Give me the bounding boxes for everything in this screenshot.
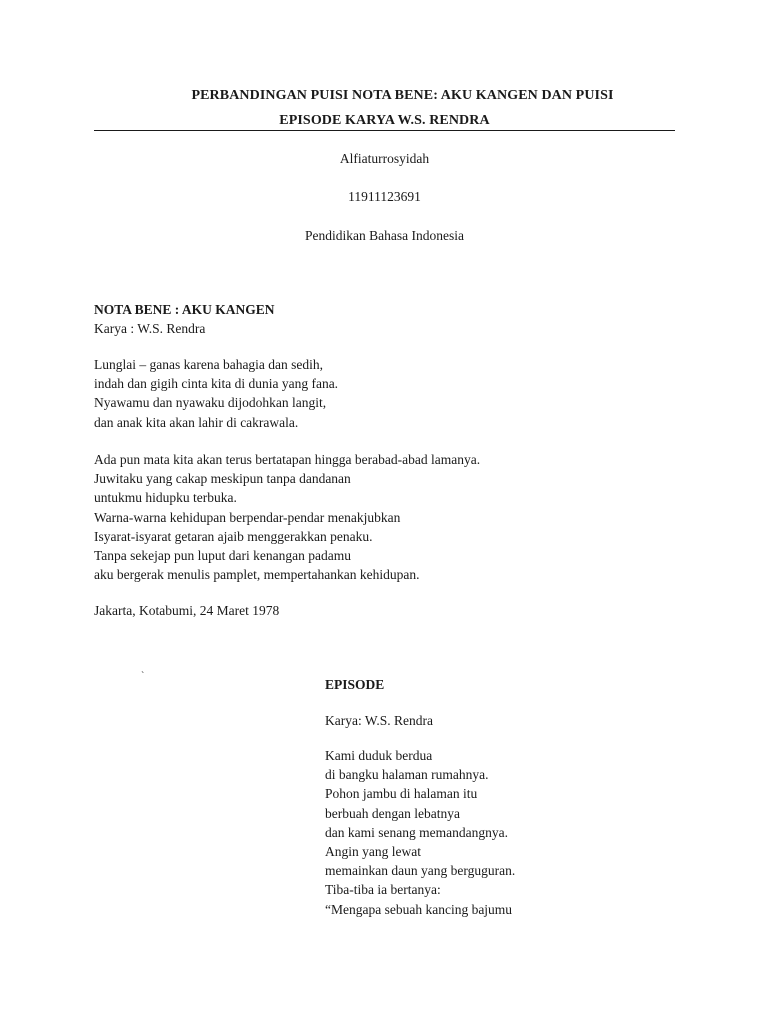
poem-line: Ada pun mata kita akan terus bertatapan hingga berabad-abad lamanya.: [94, 452, 481, 467]
poem-line: indah dan gigih cinta kita di dunia yang fana.: [94, 376, 339, 392]
poem-line: Nyawamu dan nyawaku dijodohkan langit,: [94, 395, 327, 411]
poem-line: Warna-warna kehidupan berpendar-pendar menakjubkan: [94, 509, 401, 525]
poem1-author-line: Karya : W.S. Rendra: [94, 321, 206, 336]
poem-line: memainkan daun yang berguguran.: [325, 863, 516, 879]
poem-line: Pohon jambu di halaman itu: [325, 786, 478, 802]
document-title-line2: EPISODE KARYA W.S. RENDRA: [279, 113, 490, 128]
poem1-heading: NOTA BENE : AKU KANGEN: [94, 302, 275, 317]
poem-line: Kami duduk berdua: [325, 748, 433, 763]
poem2-stanza-1: [325, 746, 515, 919]
poem-line: Tiba-tiba ia bertanya:: [325, 882, 441, 898]
poem-line: aku bergerak menulis pamplet, mempertahankan kehidupan.: [94, 567, 420, 583]
document-title-line1: PERBANDINGAN PUISI NOTA BENE: AKU KANGEN DAN PUISI: [191, 88, 614, 103]
poem-line: “Mengapa sebuah kancing bajumu: [325, 901, 513, 917]
author-name: Alfiaturrosyidah: [339, 151, 430, 166]
department-name: Pendidikan Bahasa Indonesia: [305, 228, 464, 243]
student-id: 11911123691: [348, 189, 421, 204]
poem1-place-date: Jakarta, Kotabumi, 24 Maret 1978: [94, 603, 280, 618]
poem-line: untukmu hidupku terbuka.: [94, 490, 237, 506]
poem-line: di bangku halaman rumahnya.: [325, 767, 489, 783]
poem-line: dan kami senang memandangnya.: [325, 824, 508, 840]
poem-line: Angin yang lewat: [325, 844, 421, 860]
poem-line: Juwitaku yang cakap meskipun tanpa dandanan: [94, 471, 351, 487]
poem1-stanza-2: [94, 450, 480, 584]
stray-mark: `: [141, 671, 145, 682]
title-divider: [94, 130, 675, 131]
poem-line: Lunglai – ganas karena bahagia dan sedih,: [94, 357, 324, 372]
poem2-heading: EPISODE: [325, 677, 385, 692]
poem-line: berbuah dengan lebatnya: [325, 805, 460, 821]
poem-line: Isyarat-isyarat getaran ajaib menggerakkan penaku.: [94, 528, 373, 544]
poem2-author-line: Karya: W.S. Rendra: [325, 713, 433, 728]
poem1-stanza-1: [94, 355, 338, 432]
poem-line: Tanpa sekejap pun luput dari kenangan padamu: [94, 548, 351, 564]
poem-line: dan anak kita akan lahir di cakrawala.: [94, 414, 299, 430]
